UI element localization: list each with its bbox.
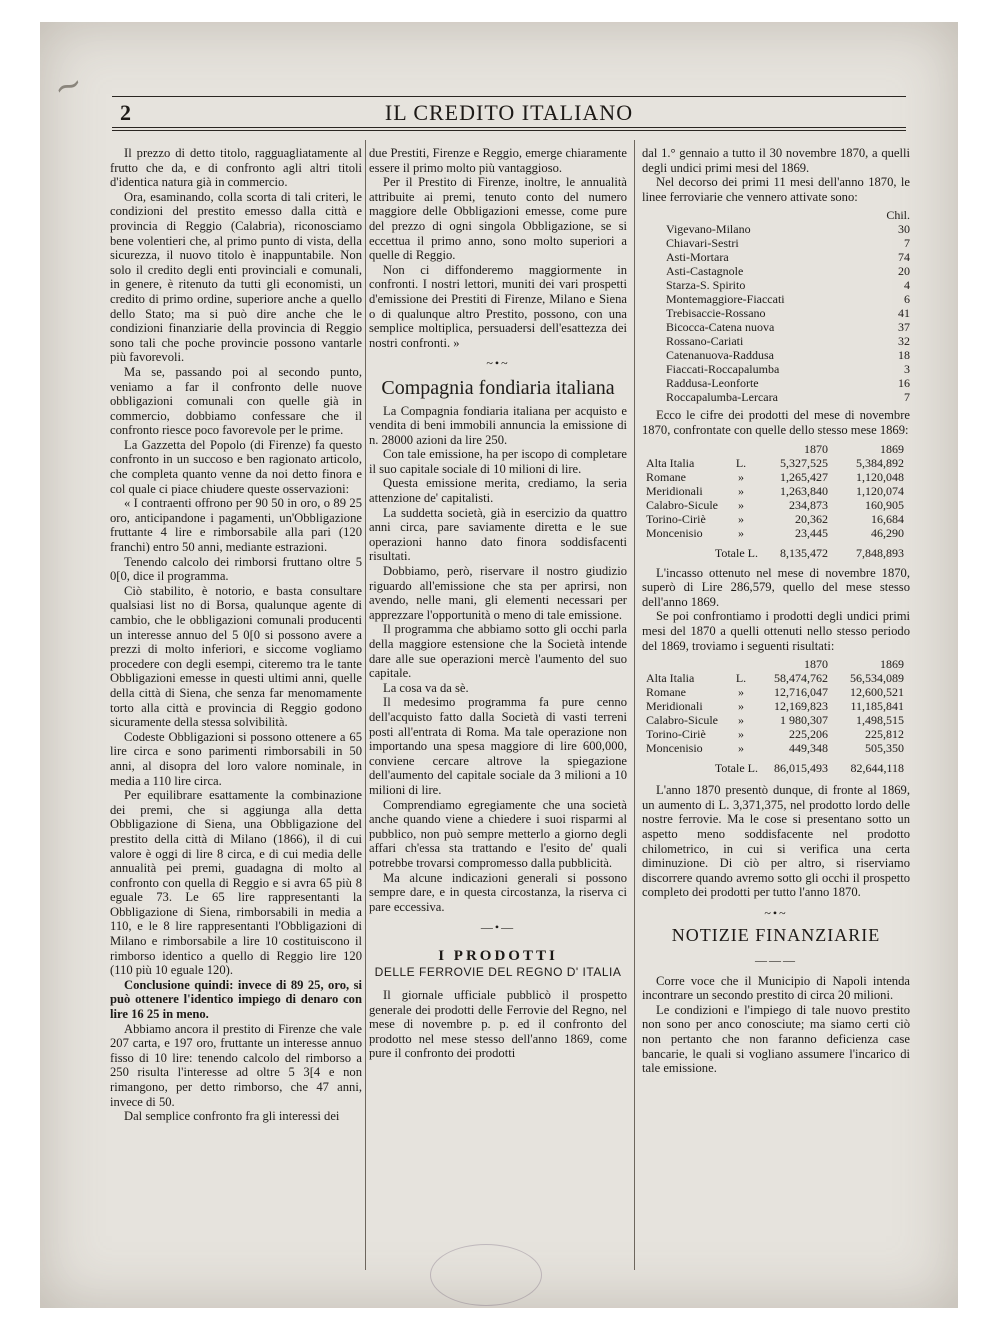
page-number: 2 bbox=[120, 100, 131, 125]
line-name: Chiavari-Sestri bbox=[666, 236, 739, 251]
paragraph: due Prestiti, Firenze e Reggio, emerge chiaramente essere il primo molto più vantaggioso. bbox=[369, 146, 627, 175]
network-name: Meridionali bbox=[646, 483, 703, 498]
line-km: 41 bbox=[898, 306, 910, 321]
network-name: Alta Italia bbox=[646, 671, 695, 686]
paragraph: Codeste Obbligazioni si possono ottenere a 65 lire circa e sono parimenti rimborsabili in 50 anni, al disopra del loro valore nominale, in media a 110 lire circa. bbox=[110, 729, 362, 788]
paragraph: La cosa va da sè. bbox=[383, 680, 469, 695]
paragraph: Il giornale ufficiale pubblicò il prospetto generale dei prodotti delle Ferrovie del Regno, nel mese di novembre p. p. ed il confronto del prodotto nel mese stesso dell'anno 1869, come pure il confronto dei prodotti bbox=[369, 988, 627, 1061]
value-1870: 1,265,427 bbox=[780, 469, 828, 484]
paragraph: La suddetta società, già in esercizio da quattro anni circa, pare saviamente diretta e le sue operazioni hanno dato finora soddisfacenti risultati. bbox=[369, 505, 627, 564]
paragraph: Ciò stabilito, è notorio, e basta consultare qualsiasi list no di Borsa, qualunque agente di cambio, che le obbligazioni comunali producenti un interesse annuo del 5 0[0 si possono avere a prezzi di molto inferiori, e siccome vogliamo procedere con degli esempi, citeremo tra le tante Obbligazioni emesse in questi ultimi anni, quelle della città di Siena, che senza far menomamente torto alla città e provincia di Reggio godono sicuramente della stessa solvibilità. bbox=[110, 583, 362, 730]
header-bottom-rule-2 bbox=[112, 130, 906, 131]
line-name: Asti-Castagnole bbox=[666, 264, 744, 279]
paragraph: Il medesimo programma fa pure cenno dell'acquisto fatto dalla Società di vasti terreni posti all'entrata di Roma. Ma tale operazione non importando una spesa maggiore di lire 600,000, conviene cercare altrove la spiegazione dell'aumento del capitale sociale da 3 milioni a 10 milioni di lire. bbox=[369, 695, 627, 797]
value-1870: 225,206 bbox=[789, 727, 828, 742]
paragraph: Dal semplice confronto fra gli interessi dei bbox=[124, 1109, 340, 1124]
paragraph: Comprendiamo egregiamente che una società anche quando viene a chiedere i suoi risparmi al pubblico, non può sempre metterlo a giorno degli affari ch'essa sta trattando e l'esito de' quali potrebbe trovarsi compromesso dalla pubblicità. bbox=[369, 797, 627, 870]
table-row bbox=[642, 498, 904, 512]
paragraph: Ora, esaminando, colla scorta di tali criteri, le condizioni del prestito emesso dalla città e provincia di Reggio (Calabria), riconosciamo bene volentieri che, al primo punto di vista, della sicurezza, il nuovo titolo è inappuntabile. Non solo il credito degli enti provinciali e comunali, in genere, è ritenuto da tutti gli economisti, un credito di primo ordine, superiore anche a quello dello Stato; ma si può dire anche che le condizioni finanziarie della provincia di Reggio sono tali che poche provincie possono vantarle più favorevoli. bbox=[110, 189, 362, 365]
value-1870: 234,873 bbox=[789, 497, 828, 512]
currency-mark: L. bbox=[735, 671, 747, 686]
table-row bbox=[642, 512, 904, 526]
line-name: Asti-Mortara bbox=[666, 250, 729, 265]
currency-mark: L. bbox=[735, 455, 747, 470]
network-name: Romane bbox=[646, 469, 686, 484]
value-1870: 5,327,525 bbox=[780, 455, 828, 470]
paragraph: Non ci diffonderemo maggiormente in confronti. I nostri lettori, muniti dei vari prospetti d'emissione dei Prestiti di Firenze, Milano e Siena o di qualunque altro Prestito, possono, con una semplice moltiplica, persuadersi dell'esattezza dei nostri confronti. » bbox=[369, 262, 627, 350]
line-name: Catenanuova-Raddusa bbox=[666, 348, 774, 363]
paragraph: Dobbiamo, però, riservare il nostro giudizio riguardo all'emissione che sta per aprirsi, non avendo, nelle mani, gli elementi necessari per apprezzare l'opportunità o meno di tale emissione. bbox=[369, 564, 627, 622]
line-km: 18 bbox=[898, 348, 910, 363]
network-name: Torino-Ciriè bbox=[646, 511, 706, 526]
network-name: Torino-Ciriè bbox=[646, 727, 706, 742]
header-top-rule bbox=[112, 96, 906, 97]
value-1869: 505,350 bbox=[865, 741, 904, 756]
table-row bbox=[642, 362, 910, 376]
value-1870: 449,348 bbox=[789, 741, 828, 756]
paragraph: dal 1.° gennaio a tutto il 30 novembre 1870, a quelli degli undici primi mesi del 1869. bbox=[642, 146, 910, 175]
paragraph: Per equilibrare esattamente la combinazione dei premi, che si aggiunga alla detta Obbligazione di Siena, una Obbligazione del prestito della città di Milano (1866), il di cui valore è oggi di lire 8 circa, e di cui media delle annualità pei premi, guadagna di molto al confronto con quella di Reggio e si avra 65 più 8 eguale 73. Le 65 lire rappresentanti la Obbligazione di Siena, rimborsabili in media a 110, e le 8 lire rappresentanti l'Obbligazioni di Milano e rimborsabile a lire 10 costituiscono il rimborso identico a quello di Reggio lire 120 (110 più 10 eguale 120). bbox=[110, 788, 362, 978]
table-row bbox=[642, 685, 904, 699]
table-row bbox=[642, 334, 910, 348]
table-row bbox=[642, 264, 910, 278]
paragraph: Abbiamo ancora il prestito di Firenze che vale 207 carta, e 197 oro, fruttante un interesse annuo fisso di 10 lire: tenendo calcolo del rimborso a 250 risulta l'interesse ad oltre 5 3[4 e non rimangono, per detto rimborso, che 47 anni, invece di 50. bbox=[110, 1021, 362, 1109]
line-km: 37 bbox=[898, 320, 910, 335]
currency-mark: » bbox=[738, 483, 744, 498]
network-name: Moncenisio bbox=[646, 525, 703, 540]
table-row bbox=[642, 741, 904, 755]
page-header bbox=[112, 96, 906, 130]
line-km: 32 bbox=[898, 334, 910, 349]
paragraph: Tenendo calcolo dei rimborsi fruttano oltre 5 0[0, dice il programma. bbox=[110, 554, 362, 584]
ornament-divider: ~•~ bbox=[764, 905, 788, 920]
paragraph: Per il Prestito di Firenze, inoltre, le annualità attribuite ai premi, tenuto conto del numero maggiore delle Obbligazioni emesse, come pure del prezzo di ogni singola Obbligazione, se si eccettua il primo anno, sono molto superiori a quelle di Reggio. bbox=[369, 175, 627, 263]
line-km: 74 bbox=[898, 250, 910, 265]
table-row bbox=[642, 320, 910, 334]
currency-mark: » bbox=[738, 699, 744, 714]
line-name: Rossano-Cariati bbox=[666, 334, 744, 349]
value-1869: 11,185,841 bbox=[850, 699, 904, 714]
value-1870: 1 980,307 bbox=[780, 713, 828, 728]
paragraph: Questa emissione merita, crediamo, la seria attenzione de' capitalisti. bbox=[369, 476, 627, 506]
currency-mark: » bbox=[738, 525, 744, 540]
table-row bbox=[642, 456, 904, 470]
newspaper-title: IL CREDITO ITALIANO bbox=[384, 100, 634, 125]
total-1870: 86,015,493 bbox=[774, 761, 828, 776]
table-row bbox=[642, 390, 910, 404]
network-name: Calabro-Sicule bbox=[646, 497, 718, 512]
year-header: 1869 bbox=[880, 657, 904, 672]
table-row bbox=[642, 278, 910, 292]
value-1869: 1,498,515 bbox=[856, 713, 904, 728]
line-name: Vigevano-Milano bbox=[666, 222, 751, 237]
value-1869: 12,600,521 bbox=[850, 685, 904, 700]
value-1869: 225,812 bbox=[865, 727, 904, 742]
table-row bbox=[642, 348, 910, 362]
eleven-months-products-table bbox=[642, 657, 904, 775]
table-row bbox=[642, 306, 910, 320]
currency-mark: » bbox=[738, 511, 744, 526]
network-name: Romane bbox=[646, 685, 686, 700]
column-2 bbox=[369, 146, 627, 1061]
line-name: Trebisaccie-Rossano bbox=[666, 306, 766, 321]
ornament-divider: —•— bbox=[480, 920, 516, 935]
table-row bbox=[642, 250, 910, 264]
value-1869: 46,290 bbox=[871, 525, 904, 540]
line-km: 20 bbox=[898, 264, 910, 279]
total-label: Totale L. bbox=[714, 761, 758, 776]
currency-mark: » bbox=[738, 713, 744, 728]
section-title-prodotti: I PRODOTTI bbox=[438, 947, 558, 964]
table-row bbox=[642, 484, 904, 498]
currency-mark: » bbox=[738, 685, 744, 700]
table-header-row bbox=[642, 208, 910, 222]
year-header: 1869 bbox=[880, 441, 904, 456]
paragraph: Il programma che abbiamo sotto gli occhi parla della maggiore estensione che la Società intende dare alle sue operazioni mercè l'aumento del suo capitale. bbox=[369, 622, 627, 681]
value-1869: 5,384,892 bbox=[856, 455, 904, 470]
line-name: Raddusa-Leonforte bbox=[666, 376, 759, 391]
column-3 bbox=[642, 146, 910, 1076]
value-1870: 20,362 bbox=[795, 511, 828, 526]
total-label: Totale L. bbox=[714, 545, 758, 560]
header-bottom-rule bbox=[112, 127, 906, 128]
table-row bbox=[642, 222, 910, 236]
total-1869: 82,644,118 bbox=[850, 761, 904, 776]
paragraph: Le condizioni e l'impiego di tale nuovo prestito non sono per anco conosciute; ma siamo certi ciò non pertanto che non faranno deficienza case bancarie, le quali si vogliano assumere l'incarico di tale emissione. bbox=[642, 1002, 910, 1076]
line-name: Montemaggiore-Fiaccati bbox=[666, 292, 785, 307]
ornament-divider: ——— bbox=[755, 953, 797, 968]
value-1870: 12,169,823 bbox=[774, 699, 828, 714]
paragraph: L'incasso ottenuto nel mese di novembre 1870, superò di Lire 286,579, quello del mese stesso dell'anno 1869. bbox=[642, 565, 910, 609]
table-row bbox=[642, 236, 910, 250]
paragraph: Corre voce che il Municipio di Napoli intenda incontrare un secondo prestito di circa 20 milioni. bbox=[642, 973, 910, 1003]
line-name: Roccapalumba-Lercara bbox=[666, 390, 778, 405]
line-km: 30 bbox=[898, 222, 910, 237]
network-name: Moncenisio bbox=[646, 741, 703, 756]
value-1870: 23,445 bbox=[795, 525, 828, 540]
line-km: 7 bbox=[904, 236, 910, 251]
value-1869: 16,684 bbox=[871, 511, 904, 526]
unit-header: Chil. bbox=[886, 208, 910, 223]
column-rule-1 bbox=[365, 140, 366, 1270]
line-km: 16 bbox=[898, 376, 910, 391]
value-1869: 1,120,074 bbox=[856, 483, 904, 498]
network-name: Alta Italia bbox=[646, 455, 695, 470]
table-row bbox=[642, 376, 910, 390]
currency-mark: » bbox=[738, 469, 744, 484]
table-row bbox=[642, 671, 904, 685]
section-title-compagnia: Compagnia fondiaria italiana bbox=[381, 376, 615, 399]
network-name: Meridionali bbox=[646, 699, 703, 714]
november-products-table bbox=[642, 442, 904, 560]
handwritten-margin-mark: ~ bbox=[48, 62, 89, 110]
table-row bbox=[642, 526, 904, 540]
currency-mark: » bbox=[738, 741, 744, 756]
table-row bbox=[642, 699, 904, 713]
table-row bbox=[642, 713, 904, 727]
paragraph: Ma se, passando poi al secondo punto, veniamo a far il confronto delle nuove obbligazioni comunali con quelle già in commercio, dobbiamo confessare che il confronto riesce poco favorevole per le prime. bbox=[110, 364, 362, 438]
section-subtitle-ferrovie: DELLE FERROVIE DEL REGNO D' ITALIA bbox=[374, 965, 622, 980]
value-1870: 12,716,047 bbox=[774, 685, 828, 700]
value-1870: 1,263,840 bbox=[780, 483, 828, 498]
total-1870: 8,135,472 bbox=[780, 545, 828, 560]
currency-mark: » bbox=[738, 727, 744, 742]
total-1869: 7,848,893 bbox=[856, 545, 904, 560]
conclusion-paragraph: Conclusione quindi: invece di 89 25, oro, si può ottenere l'identico impiego di denaro con lire 16 25 in meno. bbox=[110, 977, 362, 1022]
library-stamp bbox=[430, 1244, 542, 1306]
line-name: Fiaccati-Roccapalumba bbox=[666, 362, 780, 377]
value-1869: 160,905 bbox=[865, 497, 904, 512]
column-rule-2 bbox=[634, 140, 635, 1270]
paragraph: Ma alcune indicazioni generali si possono sempre dare, e in questa circostanza, la riserva ci pare eccessiva. bbox=[369, 870, 627, 914]
paragraph: Il prezzo di detto titolo, ragguagliatamente al frutto che da, e di confronto agli altri titoli d'identica natura già in commercio. bbox=[110, 146, 362, 190]
line-km: 6 bbox=[904, 292, 910, 307]
line-name: Starza-S. Spirito bbox=[666, 278, 746, 293]
table-header-row bbox=[642, 442, 904, 456]
currency-mark: » bbox=[738, 497, 744, 512]
table-row bbox=[642, 292, 910, 306]
year-header: 1870 bbox=[804, 441, 828, 456]
paragraph: Nel decorso dei primi 11 mesi dell'anno 1870, le linee ferroviarie che vennero attivate sono: bbox=[642, 175, 910, 204]
ornament-divider: ~•~ bbox=[486, 356, 510, 371]
column-1 bbox=[110, 146, 362, 1124]
line-km: 4 bbox=[904, 278, 910, 293]
table-row bbox=[642, 727, 904, 741]
line-km: 3 bbox=[904, 362, 910, 377]
table-row bbox=[642, 470, 904, 484]
quote-paragraph: « I contraenti offrono per 90 50 in oro, o 89 25 oro, anticipandone i pagamenti, un'Obbligazione fruttante 4 lire e rimborsabile alla pari (120 franchi) entro 50 anni, mediante estrazioni. bbox=[110, 496, 362, 555]
value-1869: 56,534,089 bbox=[850, 671, 904, 686]
line-name: Bicocca-Catena nuova bbox=[666, 320, 775, 335]
line-km: 7 bbox=[904, 390, 910, 405]
paragraph: Con tale emissione, ha per iscopo di completare il suo capitale sociale di 10 milioni di lire. bbox=[369, 447, 627, 476]
paragraph: Ecco le cifre dei prodotti del mese di novembre 1870, confrontate con quelle dello stesso mese 1869: bbox=[642, 408, 910, 437]
value-1870: 58,474,762 bbox=[774, 671, 828, 686]
railway-lines-table bbox=[642, 208, 910, 404]
paragraph: Se poi confrontiamo i prodotti degli undici primi mesi del 1870 a quelli ottenuti nello stesso periodo del 1869, troviamo i seguenti risultati: bbox=[642, 609, 910, 653]
paragraph: La Gazzetta del Popolo (di Firenze) fa questo confronto in un succoso e ben ragionato articolo, che completa quanto venne da noi detto finora e col quale ci piace chiudere queste osservazioni: bbox=[110, 437, 362, 496]
total-row bbox=[642, 540, 904, 560]
value-1869: 1,120,048 bbox=[856, 469, 904, 484]
section-title-notizie: NOTIZIE FINANZIARIE bbox=[671, 925, 881, 946]
paragraph: La Compagnia fondiaria italiana per acquisto e vendita di beni immobili annuncia la emissione di n. 28000 azioni da lire 250. bbox=[369, 403, 627, 447]
total-row bbox=[642, 755, 904, 775]
table-header-row bbox=[642, 657, 904, 671]
year-header: 1870 bbox=[804, 657, 828, 672]
network-name: Calabro-Sicule bbox=[646, 713, 718, 728]
paragraph: L'anno 1870 presentò dunque, di fronte al 1869, un aumento di L. 3,371,375, nel prodotto lordo delle nostre ferrovie. Ma le cose si presentano sotto un aspetto meno soddisfacente nel prodotto chilometrico, in cui si verifica una certa diminuzione. Di ciò per altro, si riserviamo discorrere quando avremo sotto gli occhi il prospetto completo dei prodotti per tutto l'anno 1870. bbox=[642, 783, 910, 900]
